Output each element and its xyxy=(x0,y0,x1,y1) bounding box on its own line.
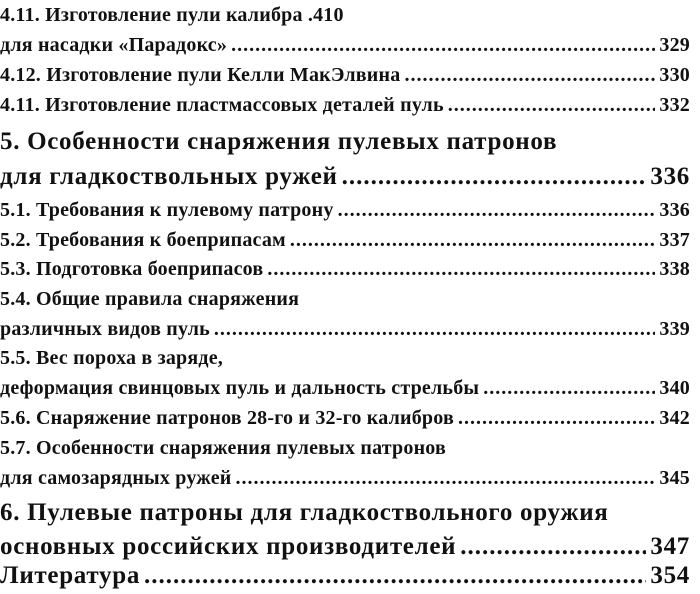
leader-dots xyxy=(404,64,655,87)
page-number: 338 xyxy=(659,258,690,280)
leader-dots xyxy=(448,94,656,117)
leader-dots xyxy=(460,533,646,561)
toc-entry-last-line xyxy=(0,258,690,281)
toc-chapter-title: основных российских производителей xyxy=(0,533,457,560)
page-number: 354 xyxy=(650,562,690,589)
toc-entry-last-line xyxy=(0,199,690,222)
page-number: 340 xyxy=(659,377,690,399)
toc-entry-title-line xyxy=(0,437,690,460)
toc-chapter-title: 5. Особенности снаряжения пулевых патронов xyxy=(0,128,558,155)
toc-entry-last-line xyxy=(0,94,690,117)
toc-entry-title: различных видов пуль xyxy=(0,318,210,340)
toc-chapter-title: для гладкоствольных ружей xyxy=(0,163,338,190)
leader-dots xyxy=(338,199,656,222)
toc-entry-title: 5.2. Требования к боеприпасам xyxy=(0,229,286,251)
toc-entry-title: 4.11. Изготовление пластмассовых деталей пуль xyxy=(0,94,444,116)
leader-dots xyxy=(214,318,656,341)
toc-entry-title: 5.7. Особенности снаряжения пулевых патронов xyxy=(0,437,447,459)
toc-entry-title: 5.1. Требования к пулевому патрону xyxy=(0,199,334,221)
leader-dots xyxy=(483,377,655,400)
toc-entry-title-line xyxy=(0,347,690,370)
toc-entry-last-line xyxy=(0,467,690,490)
toc-entry-title: 5.3. Подготовка боеприпасов xyxy=(0,258,264,280)
toc-chapter-title: 6. Пулевые патроны для гладкоствольного оружия xyxy=(0,499,609,526)
page-number: 339 xyxy=(659,318,690,340)
page-number: 336 xyxy=(659,199,690,221)
leader-dots xyxy=(342,163,647,191)
toc-chapter-title-line xyxy=(0,499,690,527)
toc-entry-title: 5.4. Общие правила снаряжения xyxy=(0,288,300,310)
toc-entry-title: деформация свинцовых пуль и дальность стрельбы xyxy=(0,377,480,399)
toc-chapter-title: Литература xyxy=(0,562,141,589)
page-number: 332 xyxy=(659,94,690,116)
toc-entry-last-line xyxy=(0,34,690,57)
toc-entry-title: 4.11. Изготовление пули калибра .410 xyxy=(0,4,344,26)
toc-entry-title: для насадки «Парадокс» xyxy=(0,34,228,56)
page-number: 347 xyxy=(650,533,690,560)
toc-entry-last-line xyxy=(0,407,690,430)
toc-entry-title-line xyxy=(0,4,690,27)
leader-dots xyxy=(231,34,655,57)
leader-dots xyxy=(236,467,656,490)
toc-entry-last-line xyxy=(0,64,690,87)
toc-chapter-last-line xyxy=(0,163,690,191)
toc-entry-title: 5.6. Снаряжение патронов 28-го и 32-го калибров xyxy=(0,407,454,429)
toc-entry-last-line xyxy=(0,318,690,341)
toc-entry-title: 4.12. Изготовление пули Келли МакЭлвина xyxy=(0,64,401,86)
page-number: 342 xyxy=(659,407,690,429)
page-number: 345 xyxy=(659,467,690,489)
page-number: 330 xyxy=(659,64,690,86)
toc-entry-title-line xyxy=(0,288,690,311)
toc-chapter-last-line xyxy=(0,562,690,590)
toc-entry-title: 5.5. Вес пороха в заряде, xyxy=(0,347,223,369)
toc-entry-title: для самозарядных ружей xyxy=(0,467,232,489)
toc-chapter-title-line xyxy=(0,128,690,156)
page-number: 329 xyxy=(659,34,690,56)
leader-dots xyxy=(267,258,655,281)
leader-dots xyxy=(458,407,655,430)
toc-entry-last-line xyxy=(0,229,690,252)
leader-dots xyxy=(144,562,646,590)
page-number: 336 xyxy=(650,163,690,190)
leader-dots xyxy=(290,229,656,252)
page-number: 337 xyxy=(659,229,690,251)
toc-chapter-last-line xyxy=(0,533,690,561)
toc-entry-last-line xyxy=(0,377,690,400)
